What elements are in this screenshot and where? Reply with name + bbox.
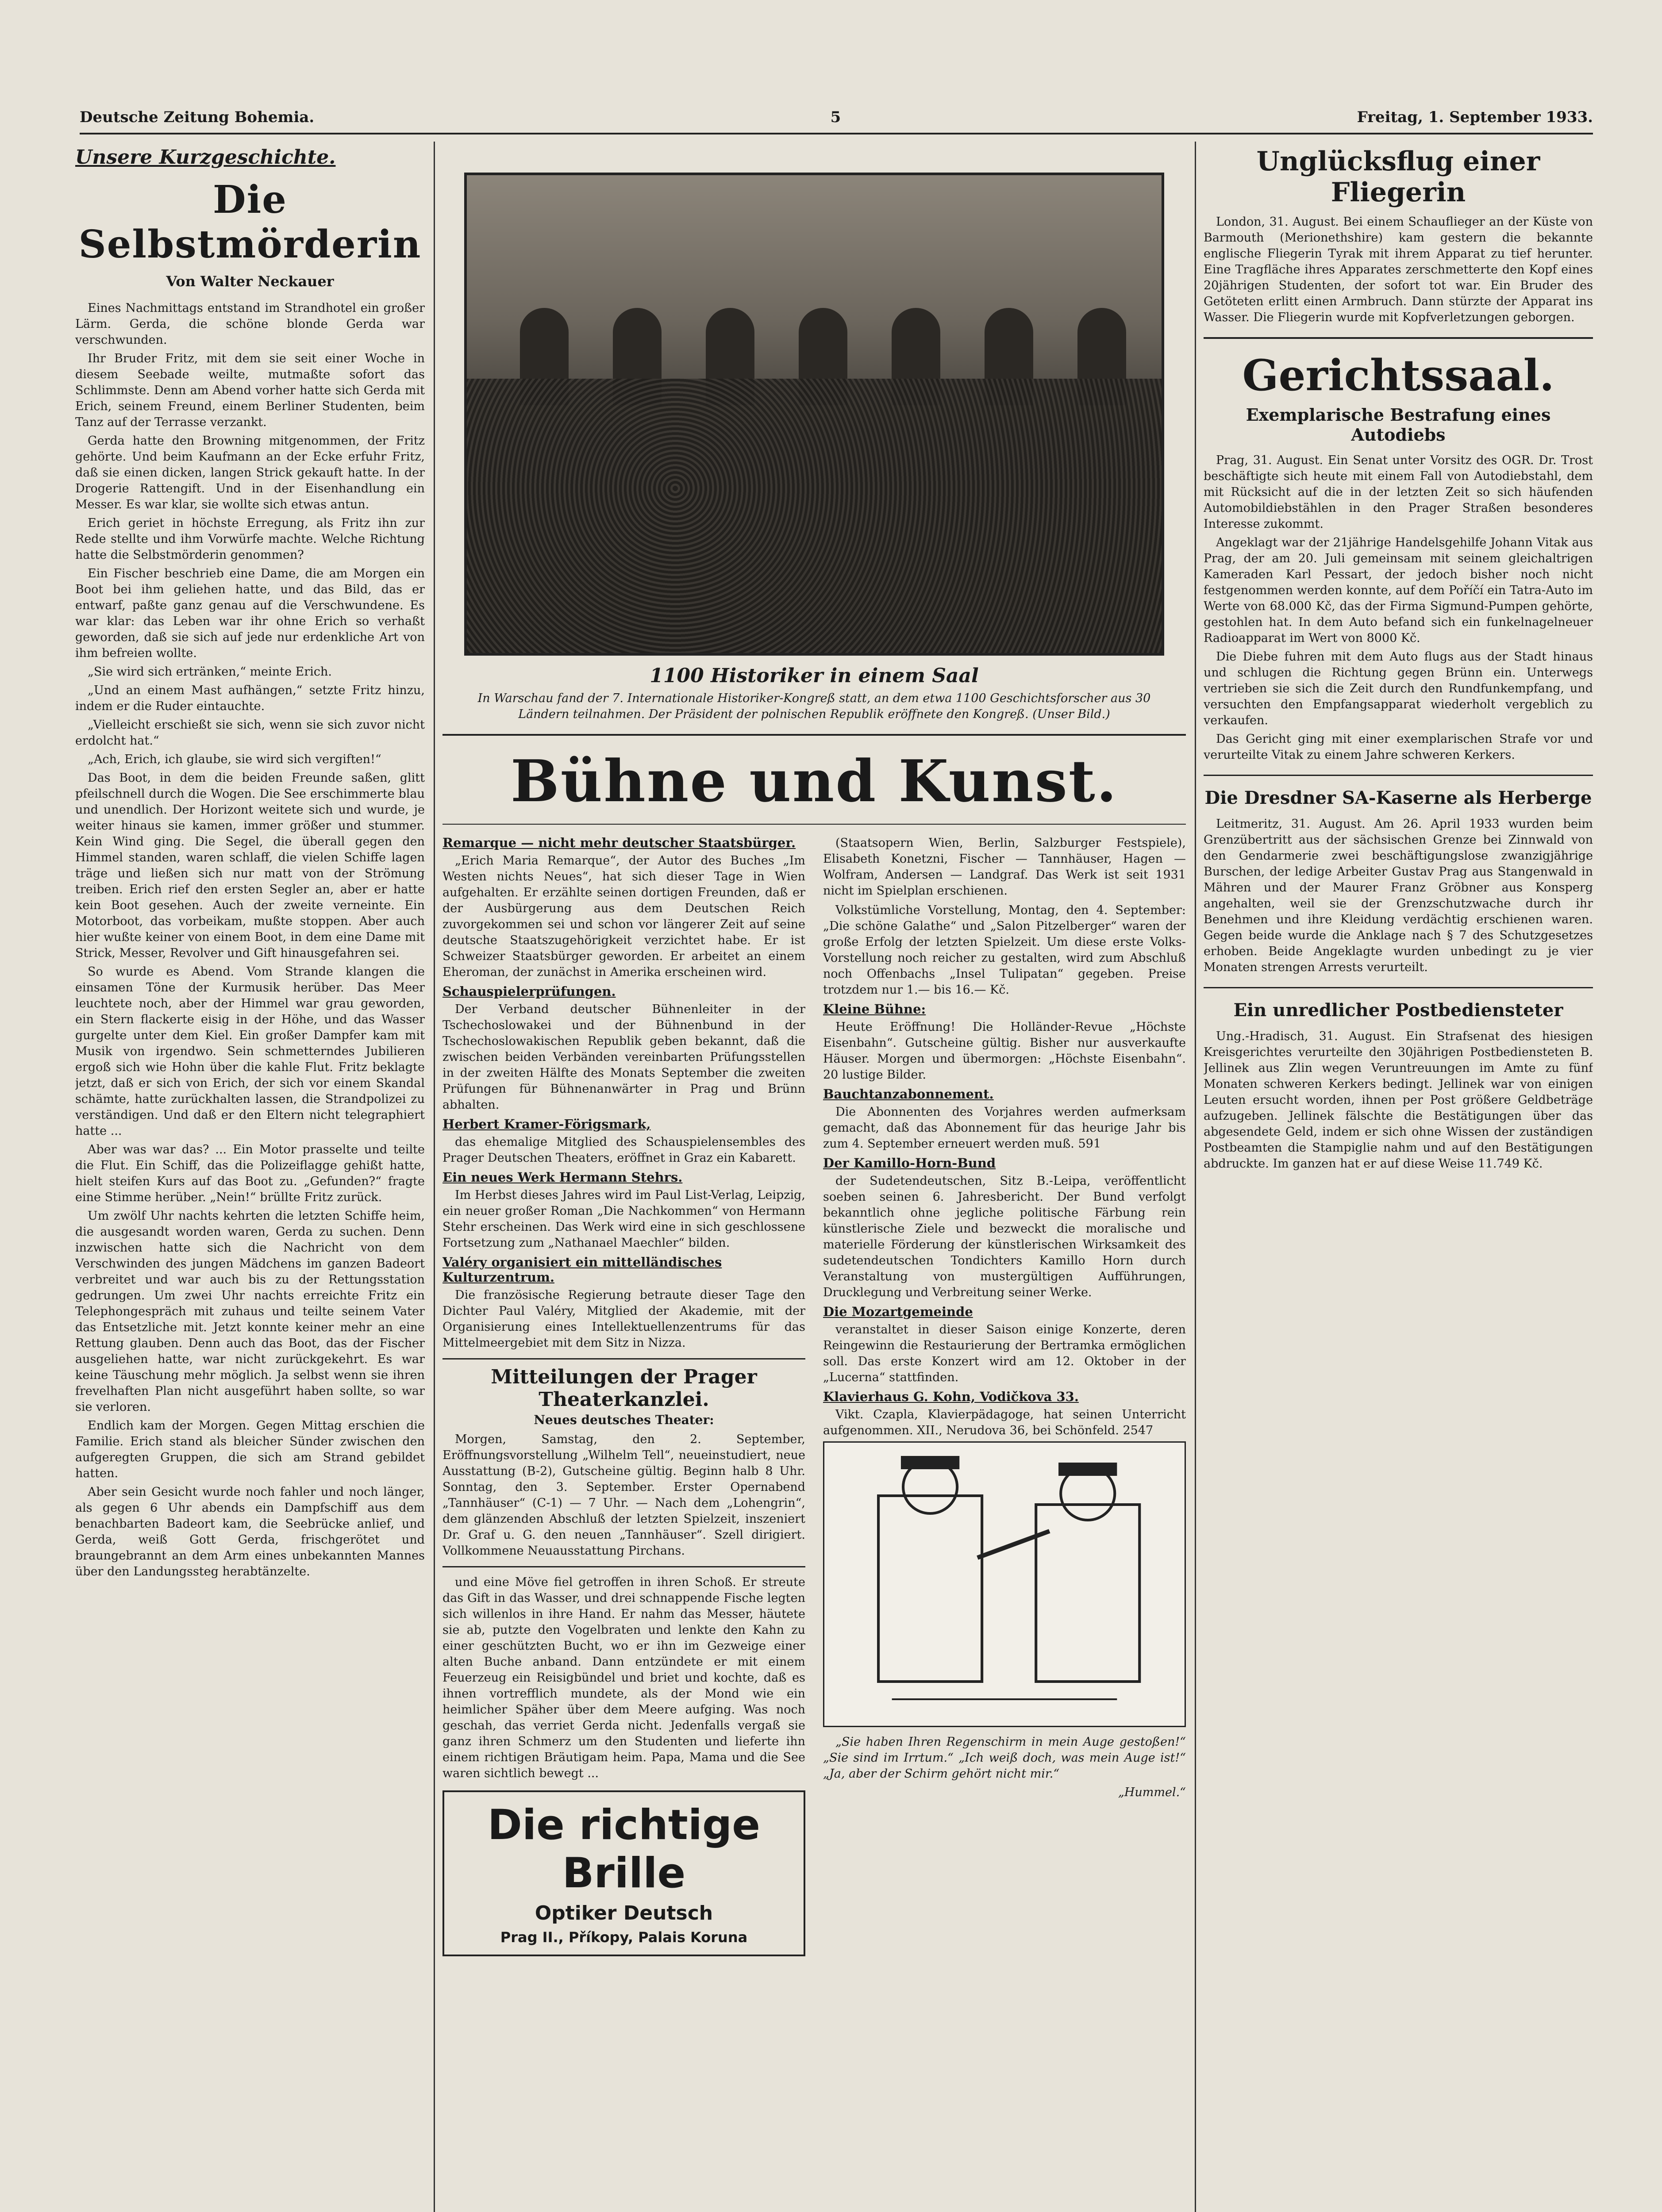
arts-news-columns [442,832,1186,1965]
news-text: „Erich Maria Remarque“, der Autor des Buches „Im Westen nichts Neues“, hat sich dieser Tage in Wien aufgehalten. Er erzählte seinen dortigen Freunden, daß er der Ausbürgerung aus dem Deutschen Reich zuvorgekommen sei und schon vor längerer Zeit auf seine deutsche Staatszugehörigkeit verzichtet habe. Er ist Schweizer Staatsbürger geworden. Er arbeitet an einem Eheroman, der zunächst in Amerika erscheinen wird. [442,854,805,979]
news-text: der Sudetendeutschen, Sitz B.-Leipa, veröffentlicht soeben seinen 6. Jahresbericht. Der Bund verfolgt bekanntlich ohne jegliche politische Färbung rein künstlerische Ziele und bezweckt die moralische und materielle Förderung der künstlerischen Wirksamkeit des sudetendeutschen Tondichters Kamillo Horn durch Veranstaltung von mustergültigen Aufführungen, Drucklegung und Verbreitung seiner Werke. [823,1174,1186,1299]
masthead [80,102,1593,134]
congress-photo [464,173,1164,656]
story-title: Die Selbstmörderin [78,177,422,267]
story-paragraph: Ein Fischer beschrieb eine Dame, die am Morgen ein Boot bei ihm geliehen hatte, und das Bild, das er entwarf, paßte ganz genau auf die Verschwundene. Es war klar: das Leben war ihr ohne Erich so verhaßt geworden, daß sie sich auf jede nur erdenkliche Art von ihm befreien wollte. [75,567,425,660]
courtroom-head: Gerichtssaal. [1242,350,1554,400]
story-paragraph: Gerda hatte den Browning mitgenommen, der Fritz gehörte. Und beim Kaufmann an der Ecke erfuhr Fritz, daß sie einen dicken, langen Strick gekauft hatte. In der Drogerie Rattengift. Und in der Eisenhandlung ein Messer. Es war klar, sie wollte sich etwas antun. [75,434,425,511]
prague-theatre-office-head: Mitteilungen der Prager Theaterkanzlei. [491,1366,757,1411]
story-paragraph: Erich geriet in höchste Erregung, als Fritz ihn zur Rede stellte und ihm Vorwürfe machte. Welche Richtung hatte die Selbstmörderin genommen? [75,516,425,562]
news-head: Klavierhaus G. Kohn, Vodičkova 33. [823,1389,1079,1404]
news-head: Remarque — nicht mehr deutscher Staatsbürger. [442,835,796,850]
ad-headline: Die richtige Brille [487,1801,761,1897]
sa-barracks-head: Die Dresdner SA-Kaserne als Herberge [1204,787,1592,808]
news-text: Vikt. Czapla, Klavierpädagoge, hat seinen Unterricht aufgenommen. XII., Nerudova 36, bei Schönfeld. 2547 [823,1408,1186,1437]
story-author: Von Walter Neckauer [166,273,334,290]
middle-column [442,142,1186,2212]
news-head: Bauchtanzabonnement. [823,1087,994,1102]
postal-employee-head: Ein unredlicher Postbediensteter [1233,1000,1563,1021]
story-paragraph: So wurde es Abend. Vom Strande klangen die einsamen Töne der Kurmusik herüber. Das Meer leuchtete noch, aber der Himmel war grau geworden, ein Stern flackerte eisig in der Höhe, und das Wasser gurgelte unter dem Kiel. Ein großer Dampfer kam mit Musik von irgendwo. Sein schmetterndes Jubilieren ergoß sich wie Hohn über die kahle Flut. Fritz beklagte jetzt, daß er sich von Erich, der sich vor einem Skandal schämte, hatte zurückhalten lassen, die Strandpolizei zu verständigen. Und daß er den Eltern nicht telegraphiert hatte ... [75,965,425,1138]
cartoon-caption: „Sie haben Ihren Regenschirm in mein Auge gestoßen!“ „Sie sind im Irrtum.“ „Ich weiß doch, was mein Auge ist!“ „Ja, aber der Schirm gehört nicht mir.“ [823,1735,1186,1781]
courtroom-subhead: Exemplarische Bestrafung eines Autodiebs [1246,405,1551,445]
news-text: Heute Eröffnung! Die Holländer-Revue „Höchste Eisenbahn“. Gutscheine gültig. Bisher nur ausverkaufte Häuser. Morgen und übermorgen: „Höchste Eisenbahn“. 20 lustige Bilder. [823,1020,1186,1082]
courtroom-paragraph: Prag, 31. August. Ein Senat unter Vorsitz des OGR. Dr. Trost beschäftigte sich heute mit einem Fall von Autodiebstahl, dem mit Rücksicht auf die in der letzten Zeit so sich häufenden Automobildiebstählen in den Prager Straßen besonderes Interesse zukommt. [1204,453,1593,531]
story-paragraph: Ihr Bruder Fritz, mit dem sie seit einer Woche in diesem Seebade weilte, mutmaßte sofort das Schlimmste. Denn am Abend vorher hatte sich Gerda mit Erich, seinem Freund, einem Berliner Studenten, beim Tanz auf der Terrasse verzankt. [75,352,425,429]
cartoon-illustration [823,1441,1186,1727]
photo-caption-text: In Warschau fand der 7. Internationale Historiker-Kongreß statt, an dem etwa 1100 Geschichtsforscher aus 30 Ländern teilnahmen. Der Präsident der polnischen Republik eröffnete den Kongreß. (Unser Bild.) [477,691,1151,721]
story-continued-text: und eine Möve fiel getroffen in ihren Schoß. Er streute das Gift in das Wasser, und drei schnappende Fische legten sich willenlos in ihre Hand. Er nahm das Messer, häutete sie ab, putzte den Vogelbraten und lenkte den Kahn zu einer geschützten Bucht, wo er ihn im Gezweige einer alten Buche anband. Dann entzündete er mit einem Feuerzeug ein Reisigbündel und briet und kochte, daß es ihnen vortrefflich mundete, als der Mond wie ein heimlicher Späher über dem Meere aufging. Was noch geschah, das verriet Gerda nicht. Jedenfalls vergaß sie ganz ihren Schmerz um den Studenten und lieferte ihn einem richtigen Bräutigam heim. Papa, Mama und die See waren sichtlich bewegt ... [442,1575,805,1780]
news-head: Valéry organisiert ein mittelländisches Kulturzentrum. [442,1255,722,1285]
masthead-page-number: 5 [830,108,841,126]
news-head: Der Kamillo-Horn-Bund [823,1156,996,1171]
story-paragraph: Um zwölf Uhr nachts kehrten die letzten Schiffe heim, die ausgesandt worden waren, Gerda zu suchen. Denn inzwischen hatte sich die Nachricht von dem Verschwinden des jungen Mädchens im ganzen Badeort verbreitet und war auch bis zu der Rettungsstation gedrungen. Um zwei Uhr nachts erreichte Fritz ein Telephongespräch mit zuhaus und teilte seinem Vater das Entsetzliche mit. Jetzt konnte keiner mehr an eine Rettung glauben. Denn auch das Boot, das der Fischer ausgeliehen hatte, war nicht zurückgekehrt. Es war keine Täuschung mehr möglich. Ja selbst wenn sie ihren frevelhaften Plan nicht ausgeführt haben sollte, so war sie verloren. [75,1209,425,1414]
story-paragraph: „Ach, Erich, ich glaube, sie wird sich vergiften!“ [88,753,381,766]
story-paragraph: „Vielleicht erschießt sie sich, wenn sie sich zuvor nicht erdolcht hat.“ [75,718,425,748]
aviation-accident-text: London, 31. August. Bei einem Schauflieger an der Küste von Barmouth (Merionethshire) kam gestern die bekannte englische Fliegerin Tyrak mit ihrem Apparat zu tief herunter. Eine Tragfläche ihres Apparates zerschmetterte den Kopf eines 20jährigen Studenten, der sofort tot war. Ein Bruder des Getöteten erlitt einen Armbruch. Dann stürzte der Apparat ins Wasser. Die Fliegerin wurde mit Kopfverletzungen geborgen. [1204,215,1593,324]
story-paragraph: Endlich kam der Morgen. Gegen Mittag erschien die Familie. Erich stand als bleicher Sünder zwischen den aufgeregten Gruppen, die sich am Strand gebildet hatten. [75,1419,425,1480]
prague-theatre-subhead: Neues deutsches Theater: [534,1413,714,1427]
story-paragraph: „Und an einem Mast aufhängen,“ setzte Fritz hinzu, indem er die Ruder eintauchte. [75,684,425,713]
right-column [1204,142,1593,2212]
column-divider-right [1195,142,1196,2212]
left-column [75,142,425,2212]
sa-barracks-text: Leitmeritz, 31. August. Am 26. April 1933 wurden beim Grenzübertritt aus der sächsischen Grenze bei Zinnwald von den Gendarmerie zwei beschäftigungslose zwanzigjährige Burschen, der ledige Arbeiter Gustav Prag aus Stangenwald in Mähren und der Maurer Franz Gröbner aus Konsperg angehalten, weil sie der Grenzschutzwache durch ihr Benehmen und ihre Kleidung verdächtig erschienen waren. Gegen beide wurde die Anklage nach § 7 des Schutzgesetzes erhoben. Beide Angeklagte wurden unbedingt zu je vier Monaten strengen Arrests verurteilt. [1204,817,1593,974]
news-text: Der Verband deutscher Bühnenleiter in der Tschechoslowakei und der Bühnenbund in der Tschechoslowakischen Republik geben bekannt, daß die zwischen beiden Verbänden vereinbarten Prüfungsstellen in der zweiten Hälfte des Monats September die zweiten Prüfungen für Bühnenanwärter in Prag und Brünn abhalten. [442,1002,805,1112]
news-head: Ein neues Werk Hermann Stehrs. [442,1170,683,1185]
photo-caption-title: 1100 Historiker in einem Saal [650,664,979,687]
aviation-accident-head: Unglücksflug einer Fliegerin [1256,146,1540,208]
cartoon-drawing [824,1443,1185,1726]
story-paragraph: „Sie wird sich ertränken,“ meinte Erich. [88,665,332,679]
news-text: veranstaltet in dieser Saison einige Konzerte, deren Reingewinn die Restaurierung der Bertramka ermöglichen soll. Das erste Konzert wird am 12. Oktober in der „Lucerna“ stattfinden. [823,1323,1186,1384]
news-head: Herbert Kramer-Förigsmark, [442,1117,651,1132]
cartoon-signature: „Hummel.“ [1118,1786,1186,1799]
arts-news-column-2 [823,832,1186,1965]
news-text: (Staatsopern Wien, Berlin, Salzburger Festspiele), Elisabeth Konetzni, Fischer — Tannhäuser, Hagen — Wolfram, Andersen — Landgraf. Das Werk ist seit 1931 nicht im Spielplan erschienen. [823,836,1186,898]
news-head: Kleine Bühne: [823,1002,926,1017]
column-divider-left [434,142,435,2212]
postal-employee-text: Ung.-Hradisch, 31. August. Ein Strafsenat des hiesigen Kreisgerichtes verurteilte den 30jährigen Postbediensteten B. Jellinek aus Zlin wegen Veruntreuungen im Amte zu fünf Monaten schweren Kerkers bedingt. Jellinek war von einigen Leuten ersucht worden, ihnen per Post größere Geldbeträge aufzugeben. Jellinek fälschte die Bestätigungen über das abgesendete Geld, indem er sich ohne Wissen der zuständigen Postbeamten die Stampiglie nahm und auf den Bestätigungen abdruckte. Im ganzen hat er auf diese Weise 11.749 Kč. [1204,1029,1593,1171]
courtroom-paragraph: Die Diebe fuhren mit dem Auto flugs aus der Stadt hinaus und schlugen die Richtung gegen Brünn ein. Unterwegs vertrieben sie sich die Zeit durch den Rundfunkempfang, und versuchten den Empfangsapparat wiederholt vergeblich zu verkaufen. [1204,650,1593,727]
arts-news-column-1 [442,832,805,1965]
news-text: Die Abonnenten des Vorjahres werden aufmerksam gemacht, daß das Abonnement für das heurige Jahr bis zum 4. September erneuert werden muß. 591 [823,1105,1186,1151]
news-text: Volkstümliche Vorstellung, Montag, den 4. September: „Die schöne Galathe“ und „Salon Pitzelberger“ waren der große Erfolg der letzten Spielzeit. Um diese erste Volks-Vorstellung noch reicher zu gestalten, wird zum Abschluß noch Offenbachs „Insel Tulipatan“ gegeben. Preise trotzdem nur 1.— bis 16.— Kč. [823,903,1186,997]
masthead-date: Freitag, 1. September 1933. [1357,108,1593,126]
story-paragraph: Aber sein Gesicht wurde noch fahler und noch länger, als gegen 6 Uhr abends ein Dampfschiff aus dem benachbarten Badeort kam, die Seebrücke anlief, und Gerda, weiß Gott Gerda, frischgerötet und braungebrannt an dem Arm eines unbekannten Mannes über den Landungssteg herabtänzelte. [75,1485,425,1578]
ad-address: Prag II., Příkopy, Palais Koruna [500,1929,748,1946]
news-text: Die französische Regierung betraute dieser Tage den Dichter Paul Valéry, Mitglied der Akademie, mit der Organisierung eines Intellektuellenzentrums für das Mittelmeergebiet mit dem Sitz in Nizza. [442,1288,805,1350]
section-head-buehne-und-kunst: Bühne und Kunst. [510,747,1118,815]
news-text: Im Herbst dieses Jahres wird im Paul List-Verlag, Leipzig, ein neuer großer Roman „Die Nachkommen“ von Hermann Stehr erscheinen. Das Werk wird eine in sich geschlossene Fortsetzung zum „Nathanael Maechler“ bilden. [442,1188,805,1250]
story-paragraph: Aber was war das? ... Ein Motor prasselte und teilte die Flut. Ein Schiff, das die Polizeiflagge gehißt hatte, hielt steifen Kurs auf das Boot zu. „Gefunden?“ fragte eine Stimme herüber. „Nein!“ brüllte Fritz zurück. [75,1143,425,1204]
news-head: Schauspielerprüfungen. [442,984,616,999]
courtroom-paragraph: Angeklagt war der 21jährige Handelsgehilfe Johann Vitak aus Prag, der am 20. Juli gemeinsam mit seinem gleichaltrigen Kameraden Karl Pessart, der jedoch bisher noch nicht festgenommen werden konnte, auf dem Poříčí ein Tatra-Auto im Werte von 68.000 Kč, das der Firma Sigmund-Pumpen gehörte, gestohlen hat. In dem Auto befand sich ein funkelnagelneuer Radioapparat im Wert von 8000 Kč. [1204,536,1593,645]
story-paragraph: Eines Nachmittags entstand im Strandhotel ein großer Lärm. Gerda, die schöne blonde Gerda war verschwunden. [75,301,425,347]
prague-theatre-text: Morgen, Samstag, den 2. September, Eröffnungsvorstellung „Wilhelm Tell“, neueinstudiert, neue Ausstattung (B-2), Gutscheine gültig. Beginn halb 8 Uhr. Sonntag, den 3. September. Erster Opernabend „Tannhäuser“ (C-1) — 7 Uhr. — Nach dem „Lohengrin“, dem glänzenden Abschluß der letzten Spielzeit, inszeniert Dr. Graf u. G. den neuen „Tannhäuser“. Szell dirigiert. Vollkommene Neuausstattung Pirchans. [442,1432,805,1558]
courtroom-paragraph: Das Gericht ging mit einer exemplarischen Strafe vor und verurteilte Vitak zu einem Jahre schweren Kerkers. [1204,732,1593,762]
news-text: das ehemalige Mitglied des Schauspielensembles des Prager Deutschen Theaters, eröffnet in Graz ein Kabarett. [442,1135,805,1165]
short-story-label: Unsere Kurzgeschichte. [75,146,336,169]
masthead-paper-name: Deutsche Zeitung Bohemia. [80,108,315,126]
story-paragraph: Das Boot, in dem die beiden Freunde saßen, glitt pfeilschnell durch die Wogen. Die See erschimmerte blau und unendlich. Der Horizont weitete sich und wurde, je weiter hinaus sie kamen, immer größer und stummer. Kein Wind ging. Die Segel, die überall gegen den Himmel standen, waren schlaff, die vielen Schiffe lagen träge und ließen sich nur matt von der Strömung treiben. Erich rief den ersten Segler an, aber er hatte kein Boot gesehen. Auch der zweite verneinte. Ein Motorboot, das vorbeikam, mußte stoppen. Aber auch hier wußte keiner von einem Boot, in dem eine Dame mit Strick, Messer, Revolver und Gift hinausgefahren sei. [75,771,425,960]
news-head: Die Mozartgemeinde [823,1304,973,1319]
optician-advertisement [442,1790,805,1956]
ad-company: Optiker Deutsch [535,1902,713,1924]
